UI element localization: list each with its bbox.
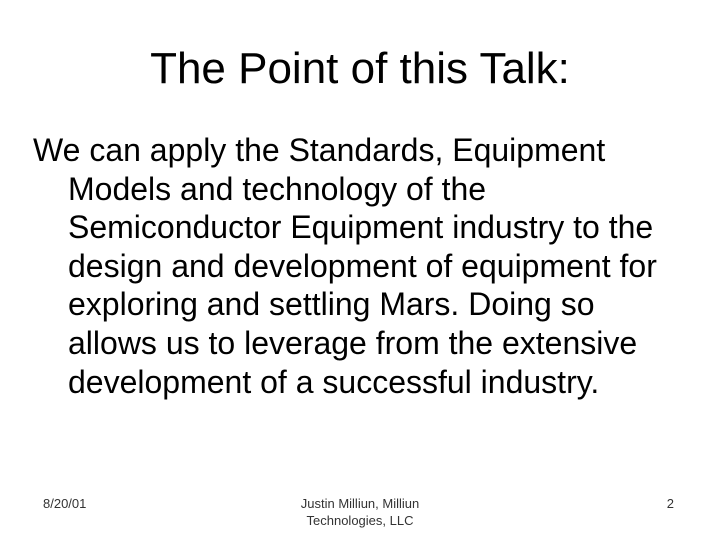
slide-number: 2 [666,496,674,511]
body-line-2: Models and technology of the [68,170,487,207]
body-line-4: design and development of equipment for [68,247,657,284]
body-line-1: We can apply the Standards, Equipment [33,132,606,168]
footer-credit-line-2: Technologies, LLC [306,513,414,528]
slide-body [33,131,693,401]
footer-credit [210,495,510,529]
body-line-5: exploring and settling Mars. Doing so [68,286,595,323]
body-line-3: Semiconductor Equipment industry to the [68,209,654,246]
footer-date: 8/20/01 [43,496,87,511]
footer-credit-line-1: Justin Milliun, Milliun [300,496,420,511]
body-line-6: allows us to leverage from the extensive [68,324,638,361]
body-line-7: development of a successful industry. [68,363,600,400]
slide-title: The Point of this Talk: [150,44,570,93]
